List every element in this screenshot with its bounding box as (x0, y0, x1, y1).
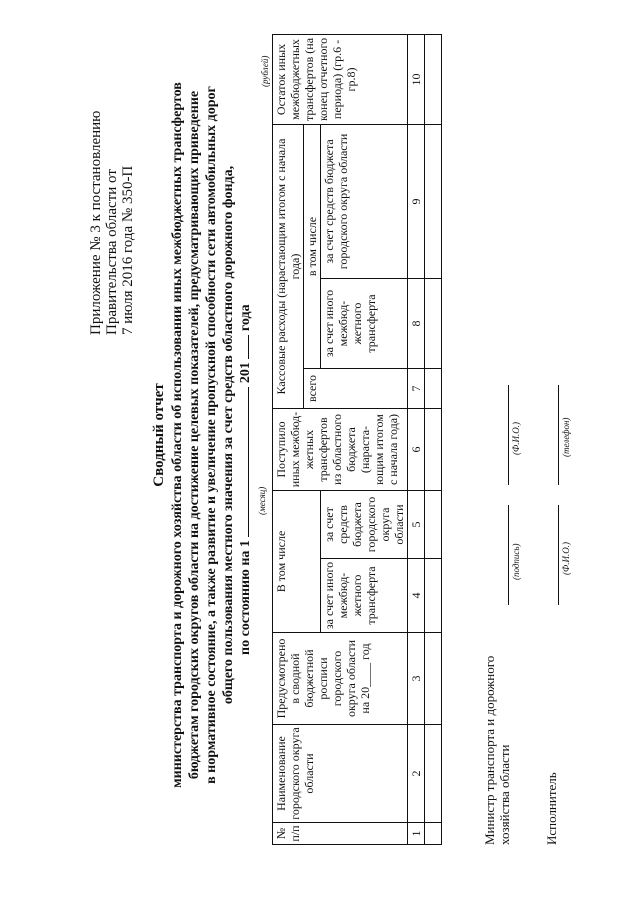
report-heading: Сводный отчет (151, 383, 167, 487)
executor-label: Исполнитель (544, 772, 559, 845)
column-number: 6 (408, 409, 425, 491)
empty-cell (425, 279, 442, 369)
phone-caption: (телефон) (561, 417, 571, 457)
date-year: 201 (238, 362, 253, 384)
empty-cell (425, 633, 442, 725)
signature-caption: (подпись) (511, 543, 521, 580)
header-cash-other-transfer: за счет иного межбюд-жетного трансферта (321, 279, 408, 369)
header-received: Поступило иных межбюд-жетных трансфертов из областного бюджета (нараста-ющим итогом с начала года) (273, 409, 408, 491)
empty-cell (425, 823, 442, 845)
date-suffix: года (238, 304, 253, 332)
column-number: 7 (408, 369, 425, 409)
column-number: 9 (408, 124, 425, 278)
appendix-line-1: Приложение № 3 к постановлению (88, 110, 104, 335)
header-cash-including: в том числе (304, 124, 321, 368)
fio-caption: (Ф.И.О.) (511, 422, 521, 455)
executor-fio-line (558, 505, 559, 605)
empty-cell (425, 409, 442, 491)
header-name: Наименование городского округа области (273, 725, 408, 823)
empty-cell (425, 559, 442, 633)
minister-label: Министр транспорта и дорожного хозяйства области (482, 655, 512, 845)
column-number: 2 (408, 725, 425, 823)
executor-fio-caption: (Ф.И.О.) (561, 542, 571, 575)
report-table (272, 34, 442, 845)
empty-cell (425, 124, 442, 278)
column-number: 10 (408, 34, 425, 124)
column-number: 1 (408, 823, 425, 845)
report-title-line-3: в нормативное состояние, а также развитие и увеличение пропускной способности сети автомобильных дорог (204, 86, 219, 784)
header-cash-expenses: Кассовые расходы (нарастающим итогом с начала года) (273, 124, 304, 408)
header-other-transfer: за счет иного межбюд-жетного трансферта (321, 559, 408, 633)
fio-line (508, 385, 509, 485)
header-balance: Остаток иных межбюджетных трансфертов (на конец отчетного периода) (гр.6 - гр.8) (273, 34, 408, 124)
column-number: 5 (408, 491, 425, 559)
column-number: 3 (408, 633, 425, 725)
column-number: 4 (408, 559, 425, 633)
header-cash-total: всего (304, 369, 408, 409)
header-regional-budget: за счет средств бюджета городского округа области (321, 491, 408, 559)
signature-line (508, 505, 509, 605)
empty-cell (425, 491, 442, 559)
header-including: В том числе (273, 491, 321, 633)
appendix-block (88, 15, 136, 335)
report-title-line-2: бюджетам городских округов области на достижение целевых показателей, предусматривающих приведение (187, 90, 202, 780)
date-prefix: по состоянию на 1 (238, 540, 253, 655)
report-date-line (238, 304, 254, 655)
month-caption: (месяц) (257, 486, 267, 515)
appendix-line-2: Правительства области от (104, 169, 120, 335)
appendix-line-3: 7 июля 2016 года № 350-П (120, 165, 136, 335)
empty-cell (425, 34, 442, 124)
header-cash-budget: за счет средств бюджета городского округа области (321, 124, 408, 278)
report-title-line-1: министерства транспорта и дорожного хозяйства области об использовании иных межбюджетных трансфертов (170, 82, 185, 788)
empty-cell (425, 725, 442, 823)
phone-line (558, 385, 559, 485)
column-number: 8 (408, 279, 425, 369)
report-title-line-4: общего пользования местного значения за счет средств областного дорожного фонда, (221, 165, 236, 705)
header-planned: Предусмотрено в сводной бюджетной росписи городского округа области на 20____ год (273, 633, 408, 725)
header-num: № п/п (273, 823, 408, 845)
empty-cell (425, 369, 442, 409)
unit-label: (рублей) (260, 55, 270, 87)
